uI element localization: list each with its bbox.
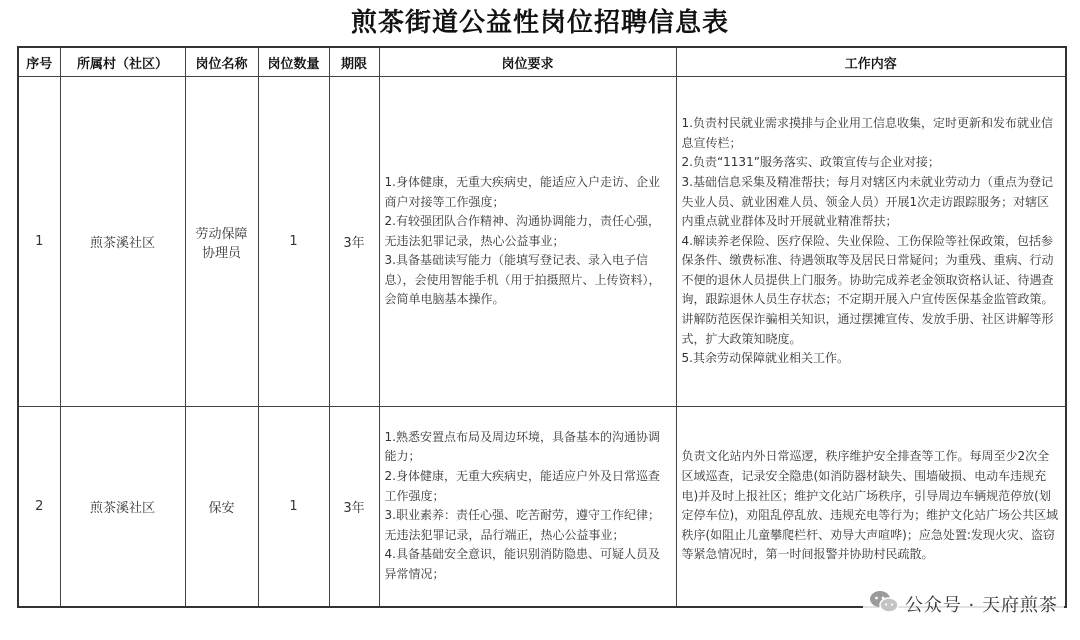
cell-no: 1 [18,77,60,407]
header-count: 岗位数量 [258,47,329,77]
cell-village: 煎茶溪社区 [60,407,185,607]
cell-count: 1 [258,407,329,607]
watermark-text: 公众号 · 天府煎茶 [904,595,1058,616]
cell-no: 2 [18,407,60,607]
requirement-item: 1.身体健康，无重大疾病史，能适应入户走访、企业商户对接等工作强度； [384,174,660,209]
header-village: 所属村（社区） [60,47,185,77]
duty-item: 2.负责“1131”服务落实、政策宣传与企业对接； [681,155,940,170]
cell-term: 3年 [329,77,379,407]
cell-requirements [379,407,676,607]
duty-item: 负责文化站内外日常巡逻，秩序维护安全排查等工作。每周至少2次全区域巡查，记录安全隐患(如消防器材缺失、围墙破损、电动车违规充电)并及时上报社区；维护文化站广场秩序，引导周边车辆规范停放(划定停车位)，劝阻乱停乱放、违规充电等行为；维护文化站广场公共区域秩序(如阻止儿童攀爬栏杆、劝导大声喧哗)；应急处置:发现火灾、盗窃等紧急情况时，第一时间报警并协助村民疏散。 [681,449,1059,562]
requirement-item: 4.具备基础安全意识，能识别消防隐患、可疑人员及异常情况； [384,547,660,582]
duty-item: 3.基础信息采集及精准帮扶；每月对辖区内未就业劳动力（重点为登记失业人员、就业困难人员、领金人员）开展1次走访跟踪服务；对辖区内重点就业群体及时开展就业精准帮扶； [681,174,1053,229]
cell-position: 劳动保障协理员 [185,77,258,407]
cell-term: 3年 [329,407,379,607]
header-no: 序号 [18,47,60,77]
requirement-item: 3.职业素养：责任心强、吃苦耐劳，遵守工作纪律；无违法犯罪记录，品行端正，热心公益事业； [384,508,660,542]
cell-position: 保安 [185,407,258,607]
cell-requirements [379,77,676,407]
recruitment-table [17,46,1067,608]
duty-item: 1.负责村民就业需求摸排与企业用工信息收集，定时更新和发布就业信息宣传栏； [681,116,1053,150]
header-duties: 工作内容 [676,47,1066,77]
wechat-icon [869,589,899,619]
requirement-item: 2.身体健康，无重大疾病史，能适应户外及日常巡查工作强度； [384,469,660,503]
requirement-item: 2.有较强团队合作精神、沟通协调能力，责任心强，无违法犯罪记录，热心公益事业； [384,214,660,248]
requirement-item: 3.具备基础读写能力（能填写登记表、录入电子信息），会使用智能手机（用于拍摄照片、上传资料），会简单电脑基本操作。 [384,253,661,307]
cell-duties [676,407,1066,607]
cell-count: 1 [258,77,329,407]
header-position: 岗位名称 [185,47,258,77]
duty-item: 5.其余劳动保障就业相关工作。 [681,351,849,366]
table-header-row [18,47,1066,77]
watermark [863,588,1064,620]
header-requirements: 岗位要求 [379,47,676,77]
table-row [18,407,1066,607]
table-row [18,77,1066,407]
page-title: 煎茶街道公益性岗位招聘信息表 [350,8,729,38]
duty-item: 4.解读养老保险、医疗保险、失业保险、工伤保险等社保政策，包括参保条件、缴费标准、待遇领取等及居民日常疑问；为重残、重病、行动不便的退休人员提供上门服务。协助完成养老金领取资格认证、待遇查询，跟踪退休人员生存状态；不定期开展入户宣传医保基金监管政策。讲解防范医保诈骗相关知识，通过摆摊宣传、发放手册、社区讲解等形式，扩大政策知晓度。 [681,233,1054,346]
cell-duties [676,77,1066,407]
cell-village: 煎茶溪社区 [60,77,185,407]
requirement-item: 1.熟悉安置点布局及周边环境，具备基本的沟通协调能力； [384,429,660,464]
header-term: 期限 [329,47,379,77]
